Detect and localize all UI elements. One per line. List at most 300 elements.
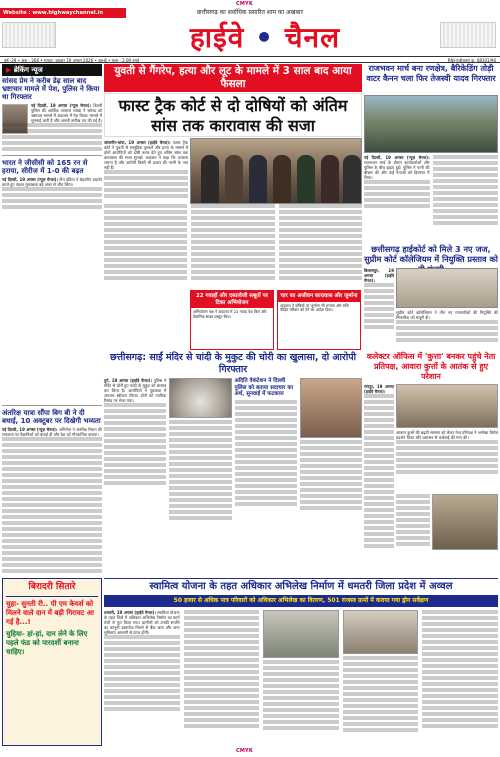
text-lines: [2, 491, 102, 496]
text-lines: [396, 518, 430, 523]
sidebox2-head[interactable]: चार का अजीवन कारावास और जुर्माना: [278, 291, 360, 302]
text-lines: [300, 488, 362, 493]
text-lines: [364, 301, 394, 306]
bottom-col2: [184, 610, 260, 746]
text-lines: [184, 712, 260, 717]
text-lines: [263, 684, 339, 689]
lead-text: फास्ट ट्रैक कोर्ट ने युवती से सामूहिक दुष्कर्म और हत्या के मामले में दोनों आरोपियों को दोषी करार देते हुए अंतिम सांस तक कारावास की सजा सुनाई। अदालत ने कहा कि अपराध जघन्य है और आरोपी किसी भी प्रकार की नरमी के पात्र नहीं हैं।: [104, 140, 188, 170]
bottom-story-subhead: 50 हजार से अधिक पात्र परिवारों को अधिकार अभिलेख का वितरण, 501 राजस्व ग्रामों में कराया गया ड्रोन सर्वेक्षण: [104, 595, 498, 607]
text-lines: [235, 436, 297, 441]
text-lines: [191, 240, 274, 245]
breaking-news-label: [2, 64, 102, 76]
text-lines: [184, 700, 260, 705]
bottom-col5: [422, 610, 498, 746]
text-lines: [433, 209, 499, 214]
text-lines: [169, 474, 231, 479]
text-lines: [2, 545, 102, 550]
text-lines: [104, 222, 187, 227]
lead-body-col1: [104, 204, 187, 349]
text-lines: [184, 640, 260, 645]
text-lines: [422, 652, 498, 657]
text-lines: [235, 424, 297, 429]
mid-col3: [235, 378, 297, 573]
text-lines: [104, 695, 180, 700]
text-lines: [279, 258, 362, 263]
text-lines: [364, 466, 394, 471]
text-lines: [263, 720, 339, 725]
text-lines: [263, 678, 339, 683]
text-lines: [184, 658, 260, 663]
person-figure: [249, 155, 267, 203]
top-strip: [0, 8, 500, 18]
text-lines: [279, 270, 362, 275]
text-lines: [364, 544, 394, 549]
text-lines: [184, 610, 260, 615]
text-lines: [2, 497, 102, 502]
text-lines: [422, 646, 498, 651]
masthead-ad-right: [440, 22, 496, 48]
text-lines: [422, 670, 498, 675]
title-part2: चैनल: [284, 21, 341, 54]
mid-text: पुलिस ने मंदिर से चोरी हुए चांदी के मुकुट को बरामद कर लिया है। आरोपियों ने पूछताछ में अपराध स्वीकार किया। दोनों को न्यायिक रिमांड पर भेजा गया।: [104, 378, 167, 403]
divider: [6, 596, 98, 597]
right-story2-body: [396, 310, 498, 352]
text-lines: [343, 716, 419, 721]
lead-sidebox-witnesses: [190, 290, 274, 350]
text-lines: [104, 427, 166, 432]
text-lines: [364, 502, 394, 507]
text-lines: [279, 276, 362, 281]
mid-right-text-block: [396, 430, 498, 492]
divider: [2, 405, 102, 406]
dog-costume-protest-photo: [396, 384, 498, 428]
edition-dateline: [0, 56, 500, 63]
text-lines: [235, 490, 297, 495]
text-lines: [364, 430, 394, 435]
title-part1: हाईवे: [189, 21, 245, 54]
text-lines: [433, 191, 499, 196]
text-lines: [396, 536, 430, 541]
text-lines: [263, 714, 339, 719]
text-lines: [422, 718, 498, 723]
text-lines: [191, 258, 274, 263]
person-figure: [273, 155, 291, 203]
text-lines: [104, 647, 180, 652]
text-lines: [396, 464, 498, 469]
text-lines: [191, 210, 274, 215]
text-lines: [279, 228, 362, 233]
text-lines: [396, 326, 498, 331]
text-lines: [300, 494, 362, 499]
right-story1-col2: [433, 155, 499, 240]
text-lines: [364, 204, 430, 209]
text-lines: [396, 542, 430, 547]
text-lines: [300, 482, 362, 487]
text-lines: [191, 270, 274, 275]
text-lines: [104, 665, 180, 670]
text-lines: [104, 659, 180, 664]
right-story1-text: राजभवन मार्च के दौरान कार्यकर्ताओं और पुलिस के बीच झड़प हुई। पुलिस ने पानी की बौछार की और कई नेताओं को हिरासत में लिया।: [364, 160, 430, 180]
text-lines: [104, 182, 188, 187]
text-lines: [300, 464, 362, 469]
bottom-col3: [263, 610, 339, 746]
text-lines: [2, 449, 102, 454]
text-lines: [364, 508, 394, 513]
text-lines: [191, 222, 274, 227]
text-lines: [169, 504, 231, 509]
convicts-group-photo: [190, 138, 362, 204]
text-lines: [343, 704, 419, 709]
text-lines: [279, 252, 362, 257]
text-lines: [104, 415, 166, 420]
text-lines: [364, 406, 394, 411]
text-lines: [2, 551, 102, 556]
text-lines: [279, 246, 362, 251]
text-lines: [396, 440, 498, 445]
text-lines: [104, 671, 180, 676]
dateline-right: RNI-पंजीकरण क्र. 68101/96: [447, 58, 496, 63]
right-story1-body: [364, 155, 498, 240]
text-lines: [2, 443, 102, 448]
right-story2-text: सुप्रीम कोर्ट कॉलेजियम ने तीन नए न्यायाधीशों की नियुक्ति की सिफारिश को मंजूरी दी।: [396, 310, 498, 320]
text-lines: [364, 478, 394, 483]
text-lines: [169, 444, 231, 449]
text-lines: [104, 469, 166, 474]
masthead: [0, 18, 500, 54]
text-lines: [422, 658, 498, 663]
text-lines: [279, 234, 362, 239]
text-lines: [396, 332, 498, 337]
text-lines: [2, 135, 102, 140]
inset-headline[interactable]: अदिति वेकंटेशन ने दिल्ली पुलिस को बताया सदाचार का अर्थ, सुनवाई में फटकारा: [234, 378, 293, 397]
dateline-left: वर्ष -29 • अंक - 266 • रायपुर, बुधवार 19 अगस्त 2026 • पृष्ठ-8 • मूल्य - 2.00 रुपये: [4, 58, 140, 63]
text-lines: [104, 641, 180, 646]
collector-office-headline[interactable]: कलेक्टर ऑफिस में 'कुत्ता' बनकर पहुंचे नेता प्रतिपक्ष, आवारा कुत्तों के आतंक से हुए परेशान: [366, 352, 496, 381]
text-lines: [191, 204, 274, 209]
text-lines: [396, 320, 498, 325]
text-lines: [343, 674, 419, 679]
text-lines: [2, 485, 102, 490]
text-lines: [364, 454, 394, 459]
inset-portrait-photo: [300, 378, 362, 438]
text-lines: [184, 682, 260, 687]
text-lines: [364, 180, 430, 185]
text-lines: [191, 228, 274, 233]
text-lines: [191, 264, 274, 269]
text-lines: [364, 538, 394, 543]
text-lines: [300, 506, 362, 511]
text-lines: [235, 472, 297, 477]
text-lines: [422, 682, 498, 687]
text-lines: [343, 728, 419, 733]
text-lines: [104, 445, 166, 450]
text-lines: [279, 210, 362, 215]
text-lines: [104, 210, 187, 215]
text-lines: [433, 203, 499, 208]
temple-theft-headline[interactable]: छत्तीसगढ़: साईं मंदिर से चांदी के मुकुट की चोरी का खुलासा, दो आरोपी गिरफ्तार: [109, 352, 357, 375]
bottom-text: स्वामित्व योजना के तहत जिले में अधिकार अभिलेख निर्माण का कार्य तेजी से पूरा किया गया। ग्रामीणों को उनकी संपत्ति का कानूनी दस्तावेज मिलने से बैंक ऋण और अन्य सुविधाएं आसानी से प्राप्त होंगी।: [104, 610, 180, 635]
print-mark-bottom: CMYK: [236, 748, 253, 754]
left-column: [2, 77, 102, 211]
text-lines: [235, 430, 297, 435]
text-lines: [279, 216, 362, 221]
high-court-photo: [396, 268, 498, 308]
title-dot: •: [255, 21, 275, 54]
text-lines: [279, 222, 362, 227]
text-lines: [263, 690, 339, 695]
text-lines: [364, 325, 394, 330]
text-lines: [235, 478, 297, 483]
advert-line-2: चुहिया- हां-हां, दान लेने के लिए पहले फंड को पारदर्शी बनाना चाहिए।: [6, 630, 88, 656]
text-lines: [104, 204, 187, 209]
text-lines: [2, 515, 102, 520]
text-lines: [2, 533, 102, 538]
left-column-lower: [2, 402, 102, 575]
dog-costume-photo-2: [432, 494, 498, 550]
text-lines: [104, 421, 166, 426]
text-lines: [191, 216, 274, 221]
text-lines: [104, 457, 166, 462]
text-lines: [2, 473, 102, 478]
text-lines: [2, 455, 102, 460]
text-lines: [104, 170, 188, 175]
text-lines: [263, 666, 339, 671]
lead-story-headline[interactable]: फास्ट ट्रैक कोर्ट से दो दोषियों को अंतिम सांस तक कारावास की सजा: [104, 93, 362, 137]
text-lines: [104, 707, 180, 712]
text-lines: [104, 252, 187, 257]
lead-story-intro: [104, 140, 188, 200]
mid-right-col1: [364, 384, 394, 549]
text-lines: [184, 670, 260, 675]
text-lines: [104, 188, 188, 193]
text-lines: [396, 470, 498, 475]
text-lines: [169, 510, 231, 515]
text-lines: [300, 470, 362, 475]
text-lines: [364, 496, 394, 501]
text-lines: [184, 724, 260, 729]
text-lines: [433, 173, 499, 178]
text-lines: [433, 155, 499, 160]
print-mark-top: CMYK: [236, 1, 253, 7]
text-lines: [422, 694, 498, 699]
text-lines: [104, 216, 187, 221]
text-lines: [364, 448, 394, 453]
text-lines: [169, 462, 231, 467]
divider: [2, 155, 102, 156]
text-lines: [2, 527, 102, 532]
text-lines: [235, 406, 297, 411]
text-lines: [433, 197, 499, 202]
right-story2-dateline: बिलासपुर, 19 अगस्त (हाईवे चैनल)।: [364, 268, 394, 283]
bottom-story-headline[interactable]: स्वामित्व योजना के तहत अधिकार अभिलेख निर्माण में धमतरी जिला प्रदेश में अव्वल: [104, 578, 498, 594]
text-lines: [2, 129, 102, 134]
text-lines: [169, 480, 231, 485]
text-lines: [169, 492, 231, 497]
officials-meeting-photo: [343, 610, 419, 654]
text-lines: [263, 708, 339, 713]
mid-right-text: आवारा कुत्तों की बढ़ती समस्या को लेकर नेता प्रतिपक्ष ने अनोखा विरोध प्रदर्शन किया और प्रशासन से कार्रवाई की मांग की।: [396, 430, 498, 440]
left-story1-dateline: नई दिल्ली, 19 अगस्त (न्यूज़ चैनल)।: [31, 103, 92, 108]
text-lines: [364, 520, 394, 525]
right-story2-headline[interactable]: छत्तीसगढ़ हाईकोर्ट को मिले 3 नए जज, सुप्रीम कोर्ट कॉलेजियम में नियुक्ति प्रस्ताव को: [364, 244, 498, 264]
text-lines: [422, 724, 498, 729]
left-story2-text: टीम इंडिया ने बेहतरीन प्रदर्शन करते हुए पहला मुकाबला बड़े अंतर से जीत लिया।: [2, 177, 102, 187]
person-figure: [201, 155, 219, 203]
text-lines: [104, 276, 187, 281]
mid-right-text-block-2: [396, 494, 430, 554]
text-lines: [104, 481, 166, 486]
right-story2-side: [364, 268, 394, 353]
text-lines: [300, 458, 362, 463]
text-lines: [364, 532, 394, 537]
text-lines: [235, 466, 297, 471]
text-lines: [396, 524, 430, 529]
text-lines: [2, 479, 102, 484]
text-lines: [104, 176, 188, 181]
newspaper-title: [120, 22, 410, 54]
arrow-icon: ▶: [6, 66, 12, 74]
left-story1-headline[interactable]: सांसद प्रेम ने करीब डेढ़ साल बाद भ्रष्टाचार मामले में पेश, पुलिस ने किया था गिरफ्तार: [2, 77, 100, 101]
right-story1-dateline: नई दिल्ली, 19 अगस्त (न्यूज़ चैनल)।: [364, 155, 430, 160]
text-lines: [104, 409, 166, 414]
left-story3-headline[interactable]: अंतरिक्ष यात्रा सौंपा बिग बी ने दी बधाई, 10 अक्टूबर पर दिखेगी भव्यता: [2, 409, 101, 425]
text-lines: [2, 199, 102, 204]
text-lines: [343, 686, 419, 691]
text-lines: [184, 706, 260, 711]
text-lines: [2, 205, 102, 210]
right-story1-col1: [364, 155, 430, 240]
text-lines: [235, 412, 297, 417]
text-lines: [104, 240, 187, 245]
text-lines: [104, 701, 180, 706]
sidebox1-text: अभियोजन पक्ष ने अदालत में 22 गवाह पेश किए और वैज्ञानिक साक्ष्य प्रस्तुत किए।: [193, 309, 267, 319]
text-lines: [343, 680, 419, 685]
text-lines: [300, 500, 362, 505]
text-lines: [104, 463, 166, 468]
text-lines: [104, 433, 166, 438]
bottom-col4: [343, 610, 419, 746]
text-lines: [2, 563, 102, 568]
left-story2-dateline: नई दिल्ली, 19 अगस्त (न्यूज़ चैनल)।: [2, 177, 58, 182]
text-lines: [235, 496, 297, 501]
text-lines: [2, 503, 102, 508]
text-lines: [364, 490, 394, 495]
mid-col2: [169, 378, 231, 573]
text-lines: [235, 442, 297, 447]
text-lines: [169, 432, 231, 437]
person-figure: [297, 155, 315, 203]
person-figure: [321, 155, 339, 203]
left-story2-headline[interactable]: भारत ने जीसीसी को 165 रन से हराया, सीरीज में 1-0 की बढ़त: [2, 159, 88, 175]
text-lines: [263, 726, 339, 731]
text-lines: [364, 283, 394, 288]
text-lines: [364, 460, 394, 465]
text-lines: [169, 516, 231, 521]
text-lines: [184, 718, 260, 723]
text-lines: [104, 475, 166, 480]
text-lines: [396, 452, 498, 457]
text-lines: [235, 460, 297, 465]
text-lines: [364, 186, 430, 191]
text-lines: [191, 246, 274, 251]
text-lines: [104, 683, 180, 688]
text-lines: [263, 702, 339, 707]
text-lines: [169, 420, 231, 425]
text-lines: [235, 418, 297, 423]
text-lines: [2, 147, 102, 152]
text-lines: [279, 240, 362, 245]
text-lines: [364, 295, 394, 300]
text-lines: [184, 628, 260, 633]
text-lines: [422, 688, 498, 693]
text-lines: [364, 313, 394, 318]
text-lines: [422, 706, 498, 711]
text-lines: [343, 710, 419, 715]
text-lines: [184, 688, 260, 693]
silver-crown-photo: [169, 378, 231, 418]
website-label[interactable]: Website : www.highwaychannel.in: [0, 8, 126, 18]
text-lines: [2, 539, 102, 544]
lead-story-banner[interactable]: युवती से गैंगरेप, हत्या और लूट के मामले में 3 साल बाद आया फैसला: [104, 64, 362, 92]
text-lines: [184, 634, 260, 639]
text-lines: [104, 270, 187, 275]
text-lines: [184, 622, 260, 627]
text-lines: [104, 635, 180, 640]
text-lines: [364, 198, 430, 203]
text-lines: [169, 426, 231, 431]
text-lines: [364, 442, 394, 447]
text-lines: [184, 694, 260, 699]
text-lines: [169, 486, 231, 491]
text-lines: [2, 193, 102, 198]
text-lines: [422, 628, 498, 633]
person-figure: [343, 155, 361, 203]
text-lines: [104, 246, 187, 251]
lead-sidebox-sentence: [277, 290, 361, 350]
text-lines: [169, 498, 231, 503]
masthead-ad-left: [2, 22, 56, 48]
text-lines: [263, 672, 339, 677]
right-story1-headline[interactable]: राजभवन मार्च बना रणक्षेत्र, बैरिकेडिंग तोड़ी वाटर कैनन चला फिर तेजस्वी यादव गिरफ्तार: [366, 64, 496, 83]
text-lines: [396, 446, 498, 451]
text-lines: [191, 252, 274, 257]
text-lines: [263, 696, 339, 701]
cartoon-advert-box: [2, 578, 102, 746]
text-lines: [364, 418, 394, 423]
text-lines: [433, 215, 499, 220]
text-lines: [104, 653, 180, 658]
text-lines: [422, 634, 498, 639]
text-lines: [343, 668, 419, 673]
advert-title: बिरादरी सितारे: [28, 582, 76, 592]
person-figure: [225, 155, 243, 203]
text-lines: [104, 194, 188, 199]
text-lines: [433, 185, 499, 190]
sidebox1-head[interactable]: 22 गवाहों और दस्तावेजी सबूतों पर टिका अभियोजन: [191, 291, 273, 308]
left-story3-dateline: नई दिल्ली, 19 अगस्त (न्यूज़ चैनल)।: [2, 427, 58, 432]
text-lines: [235, 484, 297, 489]
breaking-text: ब्रेकिंग न्यूज: [13, 66, 43, 74]
text-lines: [343, 698, 419, 703]
text-lines: [422, 622, 498, 627]
text-lines: [364, 436, 394, 441]
text-lines: [104, 228, 187, 233]
bottom-story-body: [104, 610, 498, 746]
text-lines: [191, 276, 274, 281]
left-story3-text: अभिनेता ने अंतरिक्ष मिशन की सफलता पर वैज्ञानिकों को बधाई दी और देश को गौरवान्वित बताया।: [2, 427, 102, 437]
mid-dateline: दुर्ग, 19 अगस्त (हाईवे चैनल)।: [104, 378, 152, 383]
text-lines: [104, 439, 166, 444]
